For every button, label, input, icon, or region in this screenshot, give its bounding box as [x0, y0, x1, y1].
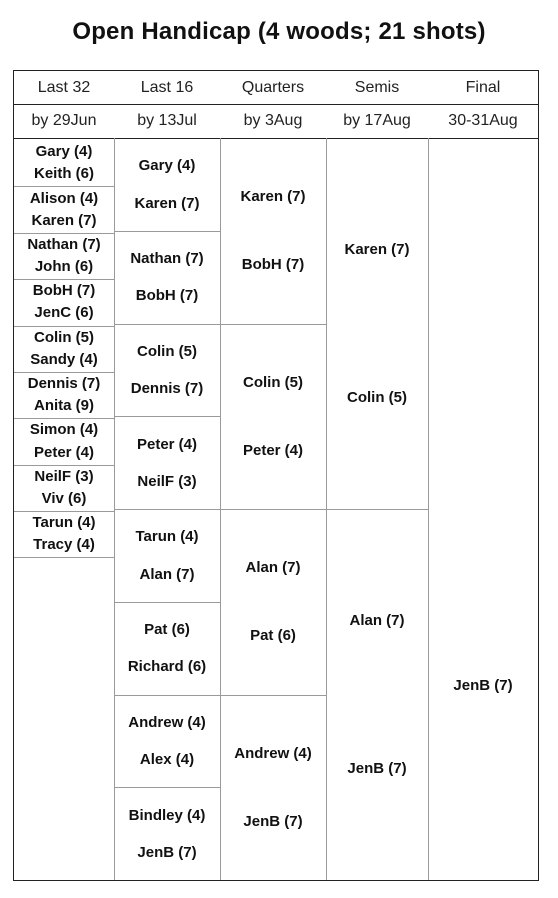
player-name: Colin (5) [137, 342, 197, 360]
page-title: Open Handicap (4 woods; 21 shots) [72, 18, 486, 45]
player-name: NeilF (3) [137, 472, 197, 490]
round-name-2: Last 16 [140, 78, 194, 96]
divider [114, 602, 220, 603]
divider [220, 695, 326, 696]
player-name: NeilF (3) [34, 467, 94, 485]
draw-bracket [13, 70, 539, 881]
quarters-match [220, 509, 326, 695]
player-name: Karen (7) [344, 240, 410, 258]
last32-match [14, 326, 114, 372]
quarters-match [220, 324, 326, 510]
round-name-1: Last 32 [37, 78, 91, 96]
player-name: BobH (7) [135, 287, 199, 305]
player-name: Peter (4) [33, 443, 95, 461]
divider [220, 324, 326, 325]
divider [220, 509, 326, 510]
semi-player [326, 331, 428, 465]
player-name: Alex (4) [139, 751, 195, 768]
player-name: Dennis (7) [27, 375, 101, 392]
player-name: Nathan (7) [130, 250, 204, 267]
divider [114, 509, 220, 510]
last16-match [114, 416, 220, 509]
player-name: Tracy (4) [33, 536, 95, 554]
player-name: Dennis (7) [130, 380, 204, 397]
last32-match [14, 372, 114, 418]
player-name: Peter (4) [136, 435, 198, 453]
last32-match [14, 233, 114, 279]
divider [114, 416, 220, 417]
round-name-4: Semis [354, 78, 400, 96]
player-name: Alan (7) [139, 565, 195, 583]
final-winner [428, 657, 538, 713]
semi-player [326, 702, 428, 836]
player-name: Tarun (4) [32, 514, 96, 532]
last16-match [114, 602, 220, 695]
divider [114, 231, 220, 232]
divider [114, 695, 220, 696]
player-name: Tarun (4) [135, 528, 199, 546]
player-name: Bindley (4) [128, 806, 206, 824]
player-name: Alan (7) [245, 559, 301, 577]
quarters-match [220, 138, 326, 324]
player-name: Keith (6) [34, 165, 94, 183]
player-name: Alan (7) [349, 611, 405, 629]
quarters-match [220, 695, 326, 881]
last16-match [114, 231, 220, 324]
player-name: Gary (4) [138, 157, 196, 175]
last32-match [14, 186, 114, 232]
player-name: Simon (4) [29, 421, 99, 439]
round-date-5: 30-31Aug [448, 112, 518, 129]
divider [114, 324, 220, 325]
player-name: Anita (9) [34, 397, 94, 415]
divider [14, 279, 114, 280]
round-name-5: Final [465, 78, 501, 96]
divider [14, 465, 114, 466]
last32-match [14, 279, 114, 325]
player-name: Richard (6) [127, 658, 207, 676]
player-name: JenC (6) [34, 304, 94, 322]
round-date-1: by 29Jun [31, 112, 97, 129]
round-date-4: by 17Aug [343, 112, 411, 129]
divider [14, 418, 114, 419]
divider [114, 787, 220, 788]
divider [14, 511, 114, 512]
player-name: Colin (5) [243, 373, 303, 391]
player-name: Alison (4) [29, 189, 99, 207]
last16-match [114, 324, 220, 417]
player-name: BobH (7) [32, 282, 96, 300]
player-name: Nathan (7) [27, 235, 101, 253]
player-name: Karen (7) [240, 188, 306, 206]
player-name: Pat (6) [250, 627, 296, 645]
divider [14, 372, 114, 373]
player-name: Andrew (4) [128, 713, 206, 731]
divider [14, 186, 114, 187]
player-name: Karen (7) [134, 194, 200, 212]
player-name: Colin (5) [347, 389, 407, 407]
last32-match [14, 465, 114, 511]
player-name: JenB (7) [243, 812, 303, 830]
player-name: JenB (7) [453, 676, 513, 694]
last16-match [114, 509, 220, 602]
player-name: Andrew (4) [234, 744, 312, 762]
player-name: Peter (4) [242, 441, 304, 459]
last32-match [14, 418, 114, 464]
divider [14, 233, 114, 234]
player-name: Viv (6) [41, 489, 87, 507]
semi-player [326, 183, 428, 317]
player-name: Karen (7) [31, 211, 97, 229]
divider [428, 138, 429, 880]
last16-match [114, 787, 220, 880]
player-name: JenB (7) [137, 843, 197, 861]
divider [14, 326, 114, 327]
divider [14, 104, 538, 105]
round-date-2: by 13Jul [137, 112, 197, 129]
last32-match [14, 511, 114, 557]
player-name: Gary (4) [35, 143, 93, 161]
last32-match [14, 140, 114, 186]
player-name: Pat (6) [144, 621, 190, 638]
round-name-3: Quarters [241, 78, 305, 96]
divider [326, 509, 428, 510]
semi-player [326, 554, 428, 688]
player-name: Sandy (4) [30, 350, 98, 368]
last16-match [114, 138, 220, 231]
player-name: John (6) [34, 258, 94, 275]
last16-match [114, 695, 220, 788]
divider [14, 557, 114, 558]
player-name: JenB (7) [347, 760, 407, 778]
player-name: Colin (5) [34, 328, 94, 346]
player-name: BobH (7) [241, 256, 305, 274]
round-date-3: by 3Aug [243, 112, 303, 129]
